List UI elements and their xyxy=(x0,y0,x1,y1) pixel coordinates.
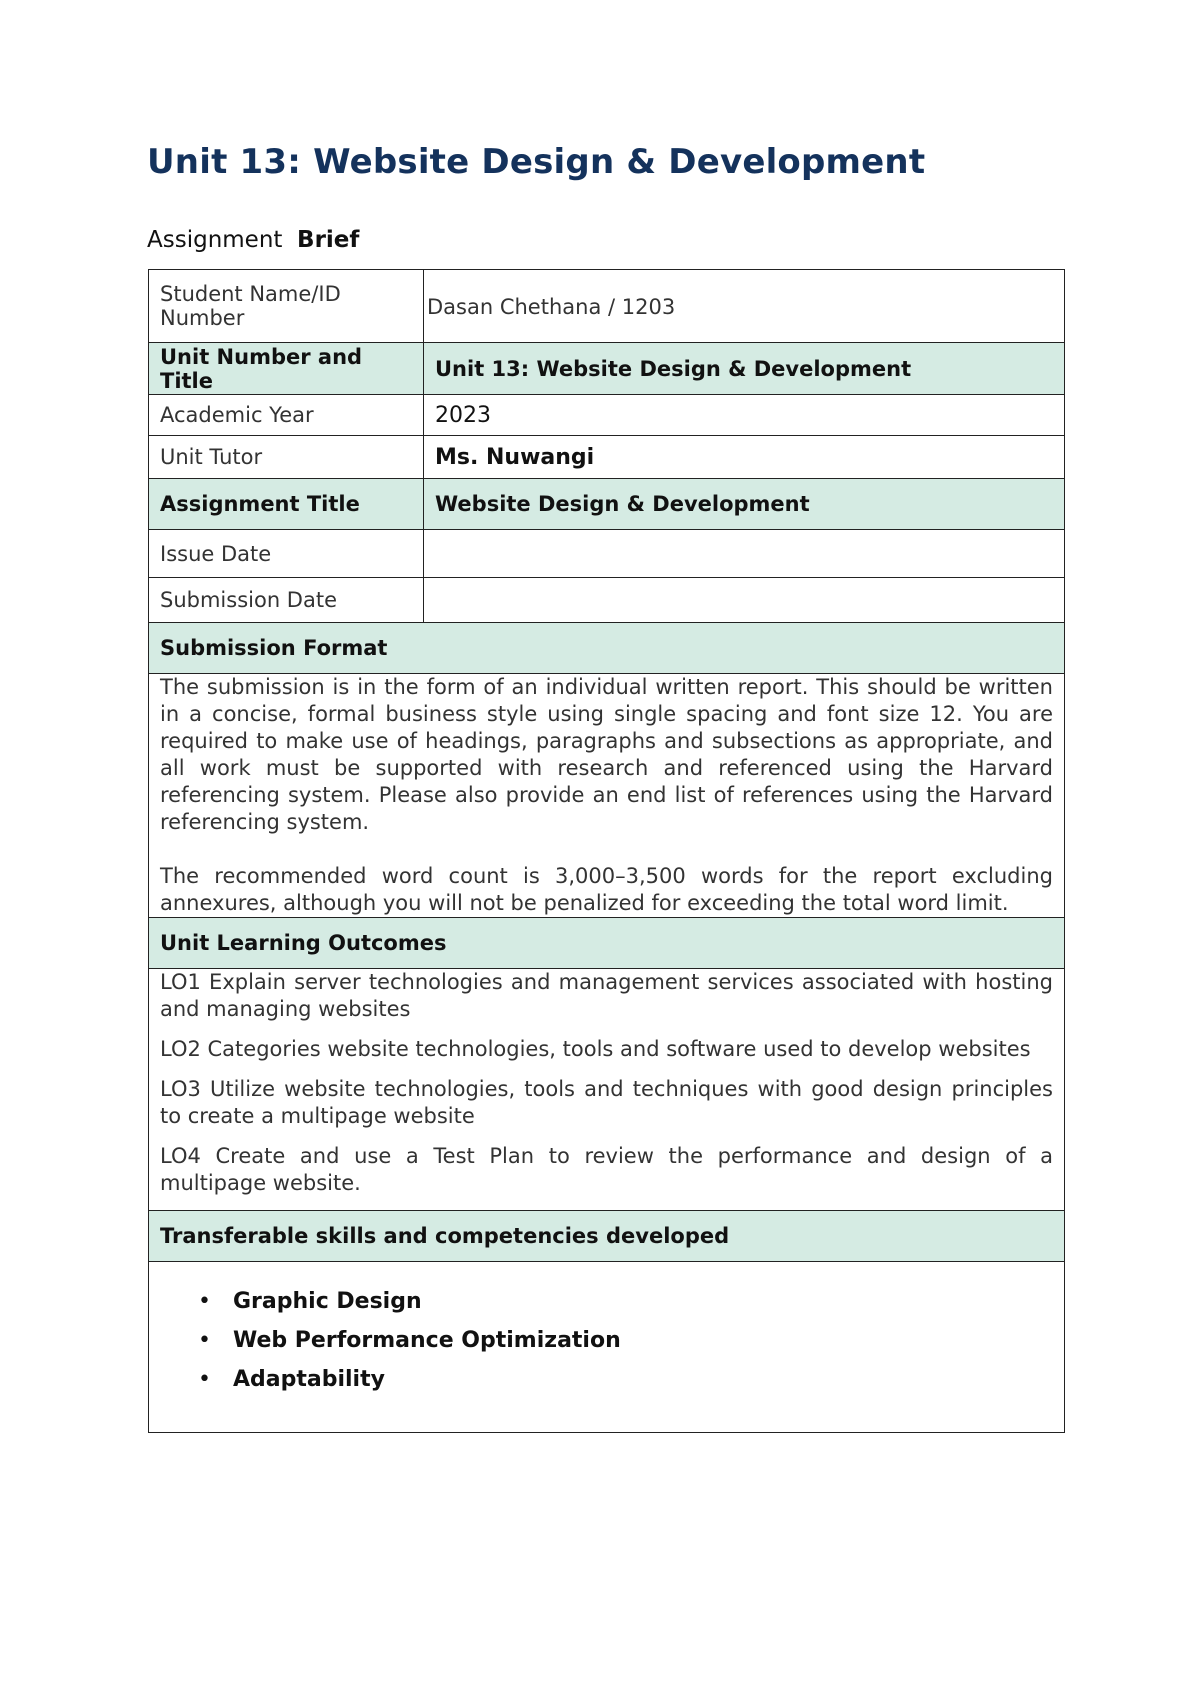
learning-outcome-item: LO2 Categories website technologies, tools and software used to develop websites xyxy=(160,1037,1031,1061)
document-subtitle xyxy=(147,227,359,253)
learning-outcomes-list xyxy=(149,969,1065,1211)
year-label: Academic Year xyxy=(149,395,424,436)
row-submission-format-body xyxy=(149,674,1065,918)
submission-date-value xyxy=(424,578,1065,623)
unit-label: Unit Number and Title xyxy=(149,343,424,395)
issue-date-label: Issue Date xyxy=(149,530,424,578)
learning-outcome-item: LO4 Create and use a Test Plan to review the performance and design of a multipage website. xyxy=(160,1144,1053,1195)
skills-heading: Transferable skills and competencies developed xyxy=(149,1211,1065,1262)
skills-list-cell xyxy=(149,1262,1065,1433)
row-learning-outcomes-heading xyxy=(149,918,1065,969)
skill-label: Web Performance Optimization xyxy=(233,1327,621,1353)
learning-outcome-item: LO3 Utilize website technologies, tools and techniques with good design principles to create a multipage website xyxy=(160,1077,1053,1128)
bullet-icon: • xyxy=(198,1366,211,1392)
bullet-icon: • xyxy=(198,1327,211,1353)
year-value: 2023 xyxy=(424,395,1065,436)
assignment-title-value: Website Design & Development xyxy=(424,479,1065,530)
skill-item xyxy=(198,1367,1053,1393)
student-label: Student Name/ID Number xyxy=(149,270,424,343)
subtitle-bold: Brief xyxy=(297,227,360,253)
row-submission-date xyxy=(149,578,1065,623)
row-assignment-title xyxy=(149,479,1065,530)
learning-outcomes-heading: Unit Learning Outcomes xyxy=(149,918,1065,969)
skill-label: Graphic Design xyxy=(233,1288,422,1314)
submission-format-paragraph: The submission is in the form of an individual written report. This should be written in a concise, formal business style using single spacing and font size 12. You are required to make use of headings, paragraphs and subsections as appropriate, and all work must be supported with research and referenced using the Harvard referencing system. Please also provide an end list of references using the Harvard referencing system. xyxy=(160,675,1053,834)
subtitle-prefix: Assignment xyxy=(147,227,283,253)
skill-item xyxy=(198,1328,1053,1354)
skill-label: Adaptability xyxy=(233,1366,385,1392)
row-submission-format-heading xyxy=(149,623,1065,674)
row-learning-outcomes-body xyxy=(149,969,1065,1211)
learning-outcome-item: LO1 Explain server technologies and management services associated with hosting and managing websites xyxy=(160,970,1053,1021)
submission-format-paragraph: The recommended word count is 3,000–3,500 words for the report excluding annexures, although you will not be penalized for exceeding the total word limit. xyxy=(160,864,1053,915)
submission-format-heading: Submission Format xyxy=(149,623,1065,674)
row-student xyxy=(149,270,1065,343)
row-skills-body xyxy=(149,1262,1065,1433)
unit-value: Unit 13: Website Design & Development xyxy=(424,343,1065,395)
row-academic-year xyxy=(149,395,1065,436)
assignment-title-label: Assignment Title xyxy=(149,479,424,530)
row-unit-tutor xyxy=(149,436,1065,479)
row-issue-date xyxy=(149,530,1065,578)
issue-date-value xyxy=(424,530,1065,578)
tutor-label: Unit Tutor xyxy=(149,436,424,479)
row-skills-heading xyxy=(149,1211,1065,1262)
student-value: Dasan Chethana / 1203 xyxy=(424,270,1065,343)
submission-format-body xyxy=(149,674,1065,918)
submission-date-label: Submission Date xyxy=(149,578,424,623)
tutor-value: Ms. Nuwangi xyxy=(424,436,1065,479)
page-title: Unit 13: Website Design & Development xyxy=(147,142,926,182)
row-unit xyxy=(149,343,1065,395)
skills-list xyxy=(160,1289,1053,1393)
bullet-icon: • xyxy=(198,1288,211,1314)
assignment-brief-table xyxy=(148,269,1065,1433)
skill-item xyxy=(198,1289,1053,1315)
